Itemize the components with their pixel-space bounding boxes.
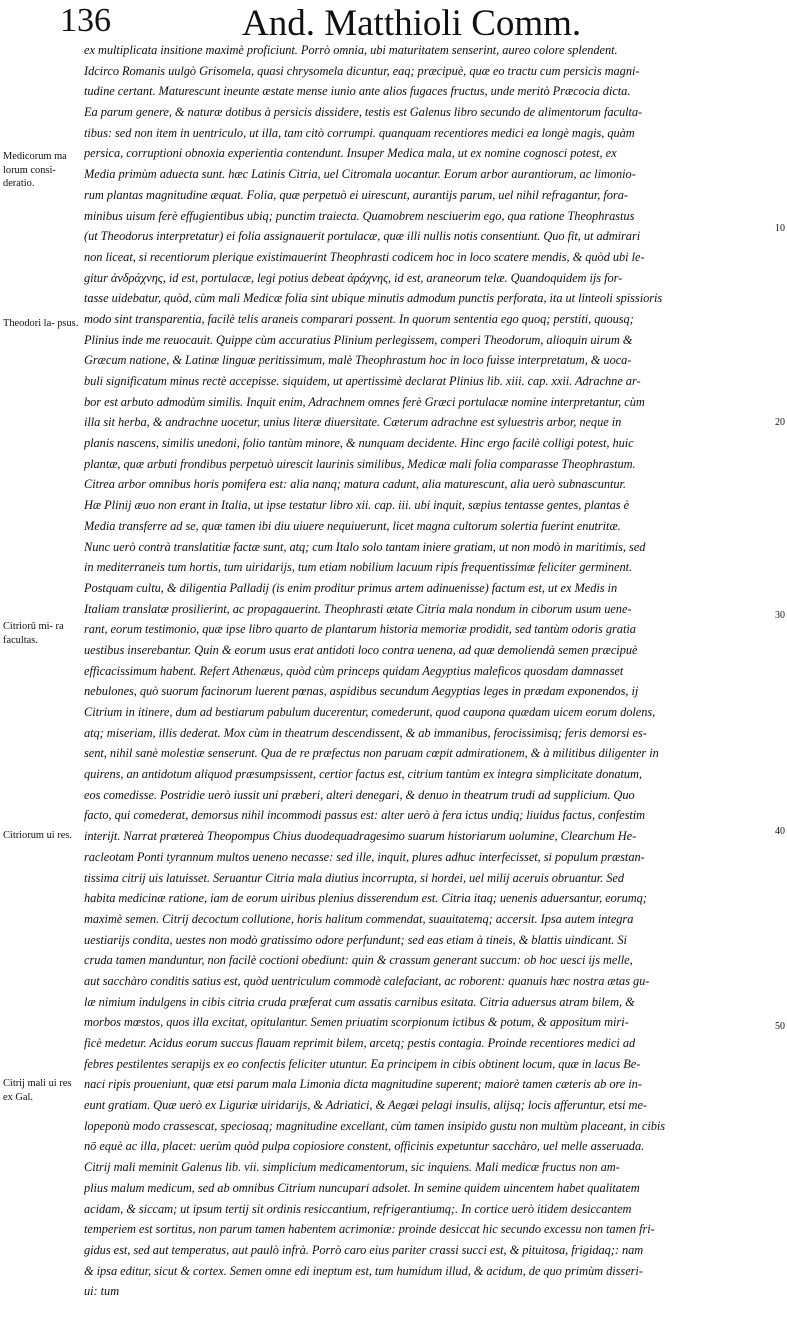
text-line: uestiarijs condita, uestes non modò gratissimo odore perfundunt; sed eas etiam à tineis, & blattis uindicant. Si	[84, 932, 627, 947]
text-line: facto, qui comederat, demorsus nihil incommodi passus est: alter uerò à fera ictus undiq; liuidus factus, confestim	[84, 808, 646, 823]
text-line: plantæ, quæ arbuti frondibus perpetuò uirescit laurinis similibus, Medicæ mali folia comparasse Theophrastum.	[84, 456, 636, 471]
text-line: acidam, & siccam; ut ipsum tertij sit ordinis resiccantium, refrigerantiumq;. In cortice uerò itidem desiccantem	[84, 1201, 632, 1216]
text-line: non liceat, si recentiorum plerique existimauerint Theophrasti codicem hoc in loco scatere mendis, & quòd ubi le-	[84, 249, 645, 264]
line-number: 10	[775, 223, 785, 234]
margin-note: Citriorum ui res.	[3, 830, 72, 841]
line-number: 40	[775, 826, 785, 837]
text-line: Nunc uerò contrà translatitiæ factæ sunt, atq; cum Italo solo tantam iniere gratiam, ut non modò in maritimis, sed	[84, 539, 646, 554]
text-line: tibus: sed non item in uentriculo, ut illa, tam citò corrumpi. quanquam recentiores medici ea longè magis, quàm	[84, 125, 635, 140]
text-line: rum plantas magnitudine æquat. Folia, quæ perpetuò ei uirescunt, aurantijs parum, uel nihil refragantur, fora-	[84, 187, 628, 202]
text-line: Idcirco Romanis uulgò Grisomela, quasi chrysomela dicuntur, eaq; præcipuè, quæ eo tractu cum persicis magni-	[84, 63, 640, 78]
page-number: 136	[60, 2, 111, 39]
text-line: læ nimium indulgens in cibis citria cruda præferat cum assatis carnibus esitata. Citria aduersus atram bilem, &	[84, 994, 635, 1009]
text-line: nebulones, quò suorum facinorum luerent pœnas, aspidibus secundum Aegyptias leges in prædam exponendos, ij	[84, 684, 639, 699]
text-line: febres pestilentes serapijs ex eo confectis feliciter utuntur. Ea principem in cibis obtinent locum, quæ in lacus Be-	[84, 1056, 641, 1071]
text-line: uestibus inserebantur. Quin & eorum usus erat antidoti loco contra uenena, ad quæ demoliendà semen præcipuè	[84, 642, 638, 657]
text-line: Ea parum genere, & naturæ dotibus à persicis dissidere, testis est Galenus libro secundo de alimentorum faculta-	[84, 105, 643, 120]
text-line: nō equè ac illa, placet: uerùm quòd pulpa copiosiore constent, officinis expetuntur sacchàro, uel melle asseruada.	[84, 1139, 645, 1154]
text-line: interijt. Narrat prætereà Theopompus Chius duodequadragesimo suarum historiarum uolumine, Clearchum He-	[84, 829, 637, 844]
text-line: Græcum natione, & Latinæ linguæ peritissimum, malè Theophrastum hoc in loco fuisse interpretatum, & uoca-	[84, 353, 632, 368]
margin-note: Citriorū mi- ra facultas.	[3, 621, 64, 646]
text-line: plius malum medicum, sed ab omnibus Citrium nuncupari adsolet. In semine quidem uincentem habet qualitatem	[84, 1180, 640, 1195]
text-line: Citrij mali meminit Galenus lib. vii. simplicium medicamentorum, sic inquiens. Mali medicæ fructus non am-	[84, 1160, 620, 1175]
page-header	[0, 2, 787, 42]
text-line: tasse uidebatur, quòd, cùm mali Medicæ folia sint ubique minutis admodum punctis perforata, ita ut linteoli spissioris	[84, 291, 663, 306]
text-line: atq; miseriam, illis dederat. Mox cùm in theatrum descendissent, & ab immanibus, ferocissimisq; feris demorsi es-	[84, 725, 647, 740]
text-line: bor est arbuto admodùm similis. Inquit enim, Adrachnem omnes ferè Græci portulacæ nomine interpretantur, cùm	[84, 394, 645, 409]
text-line: aut sacchàro conditis satius est, quòd uentriculum commodè calefaciant, ac roborent: quanuis hæc nostra ætas gu-	[84, 973, 650, 988]
text-line: in mediterraneis tum hortis, tum uiridarijs, tum etiam nobilium lacuum ripis frequentissimæ feliciter germinent.	[84, 560, 633, 575]
text-line: temperiem est sortitus, non parum tamen habentem acrimoniæ: proinde desiccat hic secundo excessu non tamen fri-	[84, 1222, 655, 1237]
text-line: gidus est, sed aut temperatus, aut paulò infrà. Porrò caro eius pariter crassi succi est, & pituitosa, frigidaq;: nam	[84, 1242, 644, 1257]
text-line: cruda tamen manduntur, non facilè coctioni obediunt: quin & crassum generant succum: ob hoc uesci ijs melle,	[84, 953, 633, 968]
text-line: naci ripis proueniunt, quæ etsi parum mala Limonia dicta magnitudine superent; maiorè tamen cæteris ab ore in-	[84, 1077, 642, 1092]
text-line: maximè semen. Citrij decoctum collutione, horis halitum commendat, suauitatemq; accersit. Ipsa autem integra	[84, 911, 634, 926]
text-line: Citrium in itinere, dum ad bestiarum pabulum ducerentur, comederunt, quod caupona quædam uicem eorum dolens,	[84, 705, 656, 719]
text-line: Postquam cultu, & diligentia Palladij (is enim proditur primus artem adinuenisse) factum est, ut ex Medis in	[84, 580, 618, 595]
line-number: 50	[775, 1021, 785, 1032]
text-line: planis nascens, similis unedoni, folio tantùm minore, & nunquam decidente. Hinc ergo facilè colligi potest, huic	[84, 436, 634, 451]
text-line: morbos mœstos, quos illa excitat, opitulantur. Semen priuatim scorpionum ictibus & potum, & appositum miri-	[84, 1015, 629, 1030]
text-line: eos comedisse. Postridie uerò iussit uni præberi, alteri denegari, & denuo in theatrum trudi ad supplicium. Quo	[84, 787, 635, 802]
text-line: (ut Theodorus interpretatur) ei folia assignauerit portulacæ, quæ illi nullis notis consentiunt. Quo fit, ut admirari	[84, 229, 641, 244]
text-line: eunt gratiam. Quæ uerò ex Liguriæ uiridarijs, & Adriatici, & Aegæi pelagi insulis, alijsq; locis afferuntur, etsi me-	[84, 1098, 647, 1113]
line-number: 30	[775, 610, 785, 621]
text-line: Plinius inde me reuocauit. Quippe cùm accuratius Plinium perlegissem, comperi Theodorum, alioquin uirum &	[84, 332, 633, 347]
text-line: habita medicinæ ratione, iam de eorum uiribus plenius disserendum est. Citria itaq; uenenis aduersantur, eorumq;	[84, 891, 647, 906]
text-line: persica, corruptioni obnoxia experientia contendunt. Insuper Medica mala, ut ex nomine cognosci potest, ex	[84, 146, 617, 161]
text-line: ex multiplicata insitione maximè proficiunt. Porrò omnia, ubi maturitatem senserint, aureo colore splendent.	[84, 43, 618, 57]
margin-note: Citrij mali ui res ex Gal.	[3, 1078, 72, 1103]
text-line: Citrea arbor omnibus horis pomifera est: alia nanq; matura cadunt, alia maturescunt, alia uerò subnascuntur.	[84, 477, 626, 492]
text-line: Media primùm aduecta sunt. hæc Latinis Citria, uel Citromala uocantur. Eorum arbor aurantiorum, ac limonio-	[84, 167, 636, 182]
text-line: illa sit herba, & andrachne uocetur, unius literæ diuersitate. Cæterum adrachne est syluestris arbor, neque in	[84, 415, 622, 430]
text-line: racleotam Ponti tyrannum multos ueneno necasse: sed ille, inquit, plures adhuc interfecisset, si populum præstan-	[84, 849, 645, 864]
line-number: 20	[775, 417, 785, 428]
text-line: tissima citrij uis latuisset. Seruantur Citria mala diutius incorrupta, si hordei, uel milij aceruis obruantur. Sed	[84, 870, 625, 885]
text-line: & ipsa editur, sicut & cortex. Semen omne edi ineptum est, tum humidum illud, & acidum, de quo primùm disseri-	[84, 1263, 643, 1278]
margin-note: Medicorum ma lorum consi- deratio.	[3, 151, 67, 189]
text-line: lopeponù modo crassescat, speciosaq; magnitudine excellant, cùm tamen insipido gustu non multùm placeant, in cibis	[84, 1118, 666, 1133]
text-line: efficacissimum habent. Refert Athenæus, quòd cùm princeps quidam Aegyptius maleficos quosdam damnasset	[84, 663, 624, 678]
text-line: rant, eorum testimonio, quæ ipse libro quarto de plantarum historia memoriæ prodidit, sed tantùm odoris gratia	[84, 622, 636, 637]
text-line: sent, nihil sanè molestiæ senserunt. Qua de re præfectus non paruam cœpit admirationem, & à militibus diligenter in	[84, 746, 659, 761]
text-line: minibus uisum ferè effugientibus ubiq; punctim traiecta. Quamobrem nesciuerim ego, qua ratione Theophrastus	[84, 208, 635, 223]
body-text	[84, 40, 774, 1323]
text-line: Italiam translatæ prosilierint, ac propagauerint. Theophrasti ætate Citria mala nondum in ciborum usum uene-	[84, 601, 632, 616]
text-line: gitur ἀνδράχνης, id est, portulacæ, legi potius debeat ἀράχνης, id est, araneorum telæ. Quandoquidem ijs for-	[84, 270, 623, 285]
running-title: And. Matthioli Comm.	[242, 3, 582, 44]
text-line: Hæ Plinij æuo non erant in Italia, ut ipse testatur libro xii. cap. iii. ubi inquit, sæpius tentasse gentes, plantas è	[84, 498, 630, 513]
text-line: tudine certant. Maturescunt ineunte æstate mense iunio ante alios fugaces fructus, unde meritò Præcocia dicta.	[84, 84, 631, 99]
text-line: modo sint transparentia, facilè telis araneis comparari possent. In quorum sententia ego quoq; perstiti, quousq;	[84, 311, 634, 326]
margin-note: Theodori la- psus.	[3, 318, 79, 329]
text-line: buli significatum minus rectè accepisse. siquidem, ut apertissimè declarat Plinius lib. xiii. cap. xxii. Adrachne ar-	[84, 374, 641, 388]
text-line	[84, 1302, 774, 1323]
text-line: quirens, an antidotum aliquod præsumpsissent, certior factus est, citrium tantùm ex integra simplicitate donatum,	[84, 767, 642, 782]
text-line: ui: tum	[84, 1284, 120, 1299]
text-line: Media transferre ad se, quæ tamen ibi diu uiuere nequiuerunt, licet magna cultorum solertia fuerint enutritæ.	[84, 518, 621, 533]
text-line: ficè medetur. Acidus eorum succus flauam reprimit bilem, arcetq; pestis contagia. Proinde recentiores medici ad	[84, 1036, 636, 1050]
